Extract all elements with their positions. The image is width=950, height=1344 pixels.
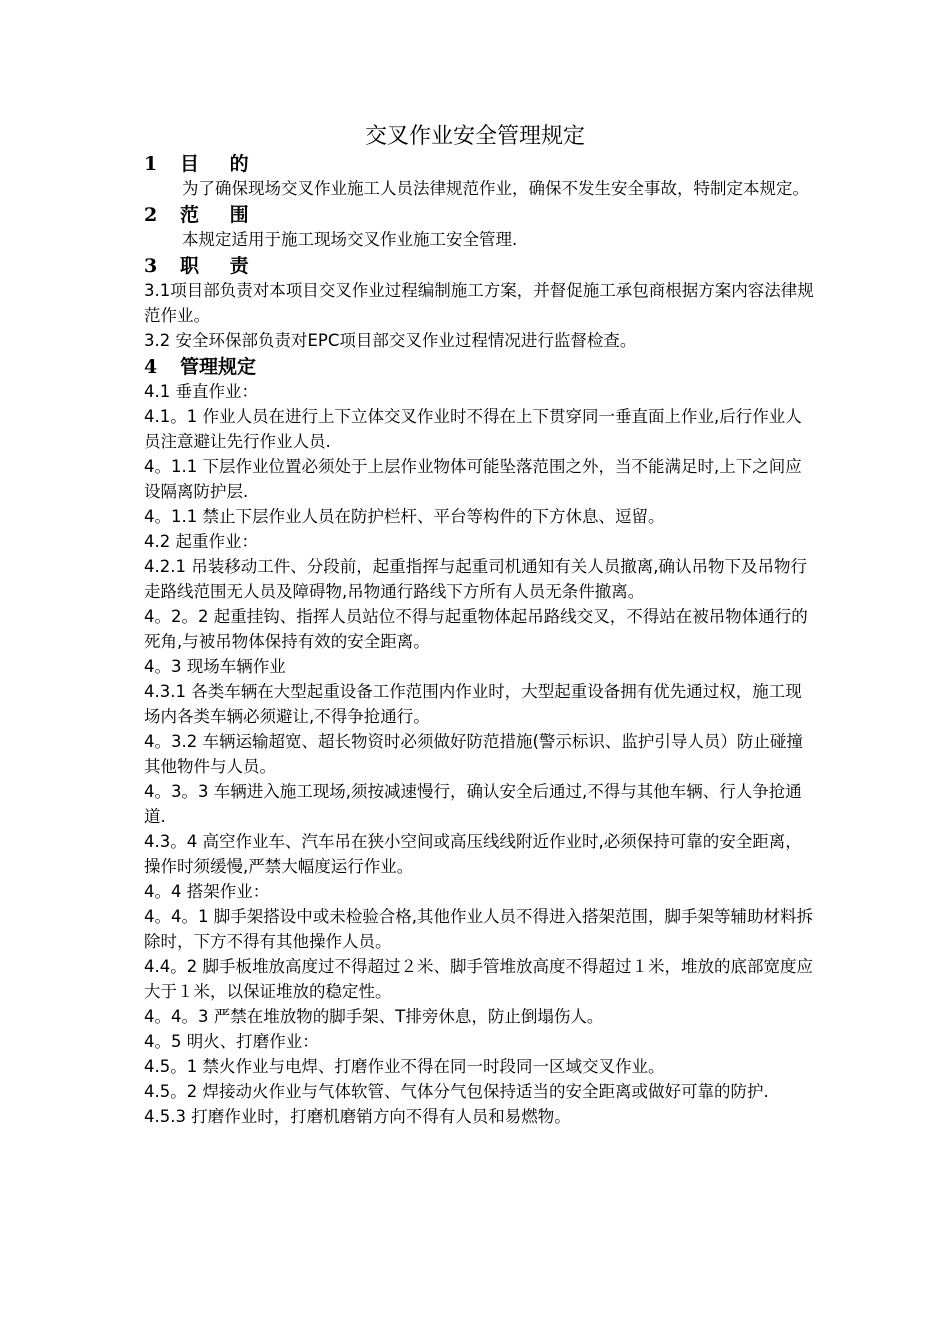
purpose-paragraph: 为了确保现场交叉作业施工人员法律规范作业，确保不发生安全事故，特制定本规定。 <box>182 179 809 198</box>
document-body <box>144 150 814 1129</box>
rule-item: 4.5。1 禁火作业与电焊、打磨作业不得在同一时段同一区域交叉作业。 <box>144 1057 665 1076</box>
rule-item: 4。1.1 下层作业位置必须处于上层作业物体可能坠落范围之外，当不能满足时,上下之间应设隔离防护层. <box>144 457 802 501</box>
section-heading-duties <box>144 252 814 278</box>
section-number: 2 <box>144 204 158 226</box>
section-number: 4 <box>144 356 158 378</box>
scope-paragraph: 本规定适用于施工现场交叉作业施工安全管理. <box>182 230 518 249</box>
rule-item: 4。3 现场车辆作业 <box>144 657 286 676</box>
rule-item: 4.1。1 作业人员在进行上下立体交叉作业时不得在上下贯穿同一垂直面上作业,后行作业人员注意避让先行作业人员. <box>144 407 802 451</box>
section-title: 职 责 <box>180 255 261 277</box>
duty-item: 3.1项目部负责对本项目交叉作业过程编制施工方案，并督促施工承包商根据方案内容法律规范作业。 <box>144 281 814 325</box>
rule-item: 4.4。2 脚手板堆放高度过不得超过２米、脚手管堆放高度不得超过１米，堆放的底部宽度应大于１米，以保证堆放的稳定性。 <box>144 957 813 1001</box>
rule-item: 4。3。3 车辆进入施工现场,须按减速慢行，确认安全后通过,不得与其他车辆、行人争抢通道. <box>144 782 802 826</box>
rule-item: 4.1 垂直作业： <box>144 382 258 401</box>
section-heading-purpose <box>144 150 814 176</box>
section-title: 目 的 <box>180 153 261 175</box>
rule-item: 4。1.1 禁止下层作业人员在防护栏杆、平台等构件的下方休息、逗留。 <box>144 507 665 526</box>
rule-item: 4。4。1 脚手架搭设中或未检验合格,其他作业人员不得进入搭架范围，脚手架等辅助材料拆除时，下方不得有其他操作人员。 <box>144 907 813 951</box>
rule-item: 4。4 搭架作业： <box>144 882 270 901</box>
section-title: 管理规定 <box>180 356 257 378</box>
rule-item: 4.3。4 高空作业车、汽车吊在狭小空间或高压线线附近作业时,必须保持可靠的安全距离，操作时须缓慢,严禁大幅度运行作业。 <box>144 832 802 876</box>
rule-item: 4.5。2 焊接动火作业与气体软管、气体分气包保持适当的安全距离或做好可靠的防护. <box>144 1082 769 1101</box>
rule-item: 4。4。3 严禁在堆放物的脚手架、T排旁休息，防止倒塌伤人。 <box>144 1007 604 1026</box>
rule-item: 4。5 明火、打磨作业： <box>144 1032 319 1051</box>
document-title: 交叉作业安全管理规定 <box>364 124 585 149</box>
rule-item: 4。3.2 车辆运输超宽、超长物资时必须做好防范措施(警示标识、监护引导人员）防止碰撞其他物件与人员。 <box>144 732 803 776</box>
section-number: 1 <box>144 153 158 175</box>
rule-item: 4.2 起重作业： <box>144 532 258 551</box>
section-title: 范 围 <box>180 204 261 226</box>
rule-item: 4。2。2 起重挂钩、指挥人员站位不得与起重物体起吊路线交叉，不得站在被吊物体通行的死角,与被吊物体保持有效的安全距离。 <box>144 607 808 651</box>
section-heading-rules <box>144 353 814 379</box>
section-heading-scope <box>144 201 814 227</box>
rule-item: 4.3.1 各类车辆在大型起重设备工作范围内作业时，大型起重设备拥有优先通过权，施工现场内各类车辆必须避让,不得争抢通行。 <box>144 682 802 726</box>
rule-item: 4.5.3 打磨作业时，打磨机磨销方向不得有人员和易燃物。 <box>144 1107 571 1126</box>
section-number: 3 <box>144 255 158 277</box>
rule-item: 4.2.1 吊装移动工件、分段前，起重指挥与起重司机通知有关人员撤离,确认吊物下及吊物行走路线范围无人员及障碍物,吊物通行路线下方所有人员无条件撤离。 <box>144 557 807 601</box>
duty-item: 3.2 安全环保部负责对EPC项目部交叉作业过程情况进行监督检查。 <box>144 331 637 350</box>
